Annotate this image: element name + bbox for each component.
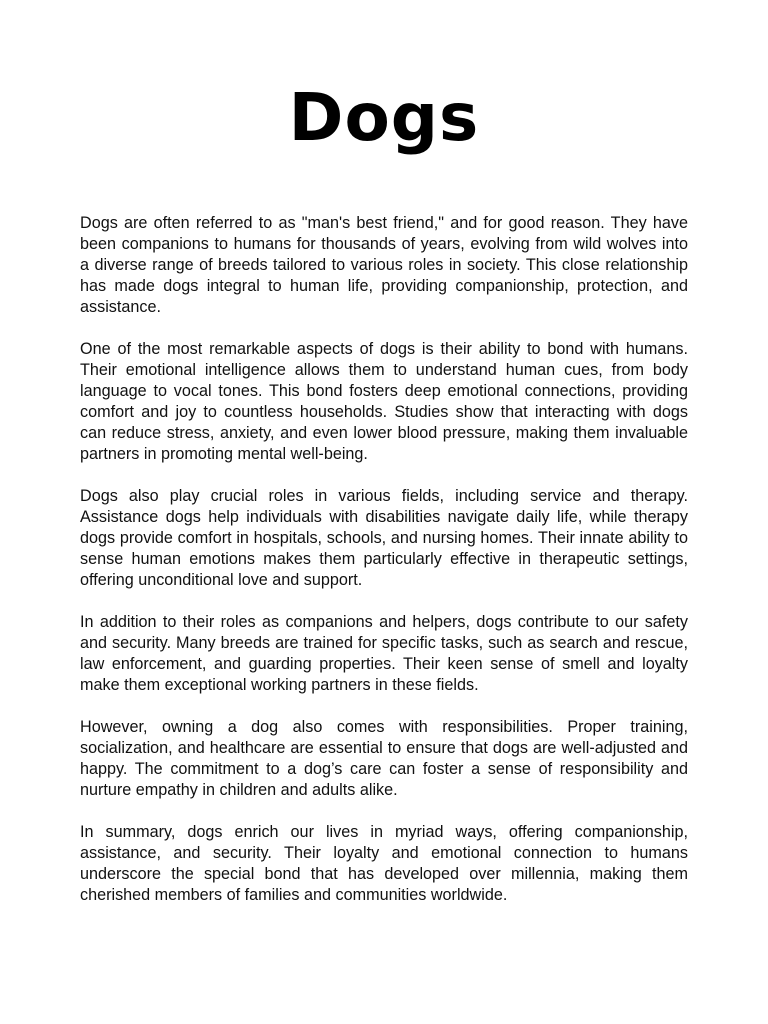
document-body <box>80 213 688 927</box>
page-title: Dogs <box>288 79 480 156</box>
paragraph-intro: Dogs are often referred to as "man's best friend," and for good reason. They have been companions to humans for thousands of years, evolving from wild wolves into a diverse range of breeds tailored to various roles in society. This close relationship has made dogs integral to human life, providing companionship, protection, and assistance. <box>80 214 688 316</box>
paragraph-summary: In summary, dogs enrich our lives in myriad ways, offering companionship, assistance, and security. Their loyalty and emotional connection to humans underscore the special bond that has developed over millennia, making them cherished members of families and communities worldwide. <box>80 823 688 904</box>
paragraph-safety: In addition to their roles as companions and helpers, dogs contribute to our safety and security. Many breeds are trained for specific tasks, such as search and rescue, law enforcement, and guarding properties. Their keen sense of smell and loyalty make them exceptional working partners in these fields. <box>80 613 688 694</box>
paragraph-service: Dogs also play crucial roles in various fields, including service and therapy. Assistance dogs help individuals with disabilities navigate daily life, while therapy dogs provide comfort in hospitals, schools, and nursing homes. Their innate ability to sense human emotions makes them particularly effective in therapeutic settings, offering unconditional love and support. <box>80 487 688 589</box>
paragraph-bond: One of the most remarkable aspects of dogs is their ability to bond with humans. Their emotional intelligence allows them to understand human cues, from body language to vocal tones. This bond fosters deep emotional connections, providing comfort and joy to countless households. Studies show that interacting with dogs can reduce stress, anxiety, and even lower blood pressure, making them invaluable partners in promoting mental well-being. <box>80 340 688 463</box>
paragraph-responsibilities: However, owning a dog also comes with responsibilities. Proper training, socialization, and healthcare are essential to ensure that dogs are well-adjusted and happy. The commitment to a dog’s care can foster a sense of responsibility and nurture empathy in children and adults alike. <box>80 718 688 799</box>
